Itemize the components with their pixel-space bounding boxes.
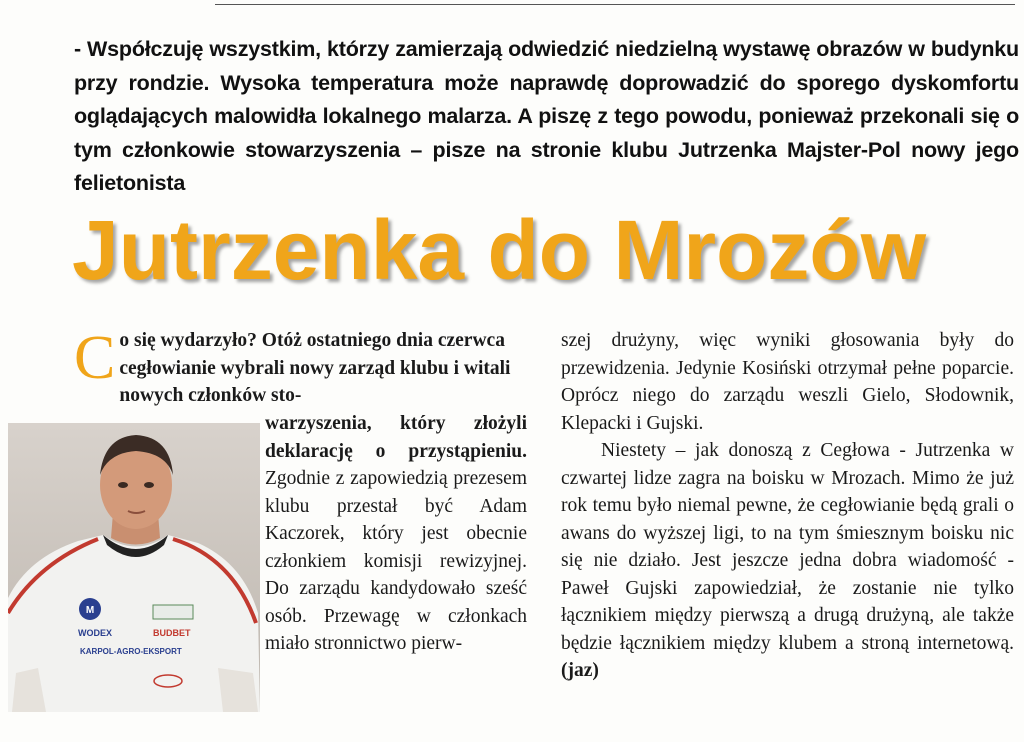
intro-bold-continued: warzyszenia, który złożyli deklarację o przystąpieniu.: [265, 413, 527, 462]
intro-paragraph: [74, 324, 526, 410]
lead-paragraph: - Współczuję wszystkim, którzy zamierzają odwiedzić niedzielną wystawę obrazów w budynku przy rondzie. Wysoka temperatura może naprawdę doprowadzić do sporego dyskomfortu oglądających malowidła lokalnego malarza. A piszę z tego powodu, ponieważ przekonali się o tym członkowie stowarzyszenia – pisze na stronie klubu Jutrzenka Majster-Pol nowy jego felietonista: [74, 37, 1019, 195]
right-column-text: [561, 327, 1014, 685]
intro-text: o się wydarzyło? Otóż ostatniego dnia czerwca cegłowianie wybrali nowy zarząd klubu i witali nowych członków sto-: [119, 330, 511, 406]
left-column-text: [265, 410, 527, 658]
signature: (jaz): [561, 660, 599, 681]
top-rule: [215, 4, 1015, 5]
headline: Jutrzenka do Mrozów: [72, 203, 927, 297]
right-paragraph-2: Niestety – jak donoszą z Cegłowa - Jutrzenka w czwartej lidze zagra na boisku w Mrozach. Mimo że już rok temu było niemal pewne, że cegłowianie będą grali o awans do wyższej ligi, to na tym śmiesznym boisku nic się nie działo. Jest jeszcze jedna dobra wiadomość - Paweł Gujski zapowiedział, że zostanie nie tylko łącznikiem między pierwszą a drugą drużyną, ale także będzie łącznikiem między klubem a stroną internetową.: [561, 440, 1014, 654]
budbet-logo: BUDBET: [153, 628, 191, 638]
wodex-logo: WODEX: [78, 628, 113, 638]
svg-text:M: M: [85, 605, 95, 616]
drop-cap: C: [74, 324, 116, 392]
left-body: Zgodnie z zapowiedzią prezesem klubu przestał być Adam Kaczorek, który jest obecnie członkiem komisji rewizyjnej. Do zarządu kandydowało sześć osób. Przewagę w członkach miało stronnictwo pierw-: [265, 468, 527, 654]
player-photo: [8, 423, 260, 712]
karpol-logo: KARPOL-AGRO-EKSPORT: [80, 647, 182, 656]
right-paragraph-1: szej drużyny, więc wyniki głosowania były do przewidzenia. Jedynie Kosiński otrzymał pełne poparcie. Oprócz niego do zarządu weszli Gielo, Słodownik, Klepacki i Gujski.: [561, 330, 1014, 434]
